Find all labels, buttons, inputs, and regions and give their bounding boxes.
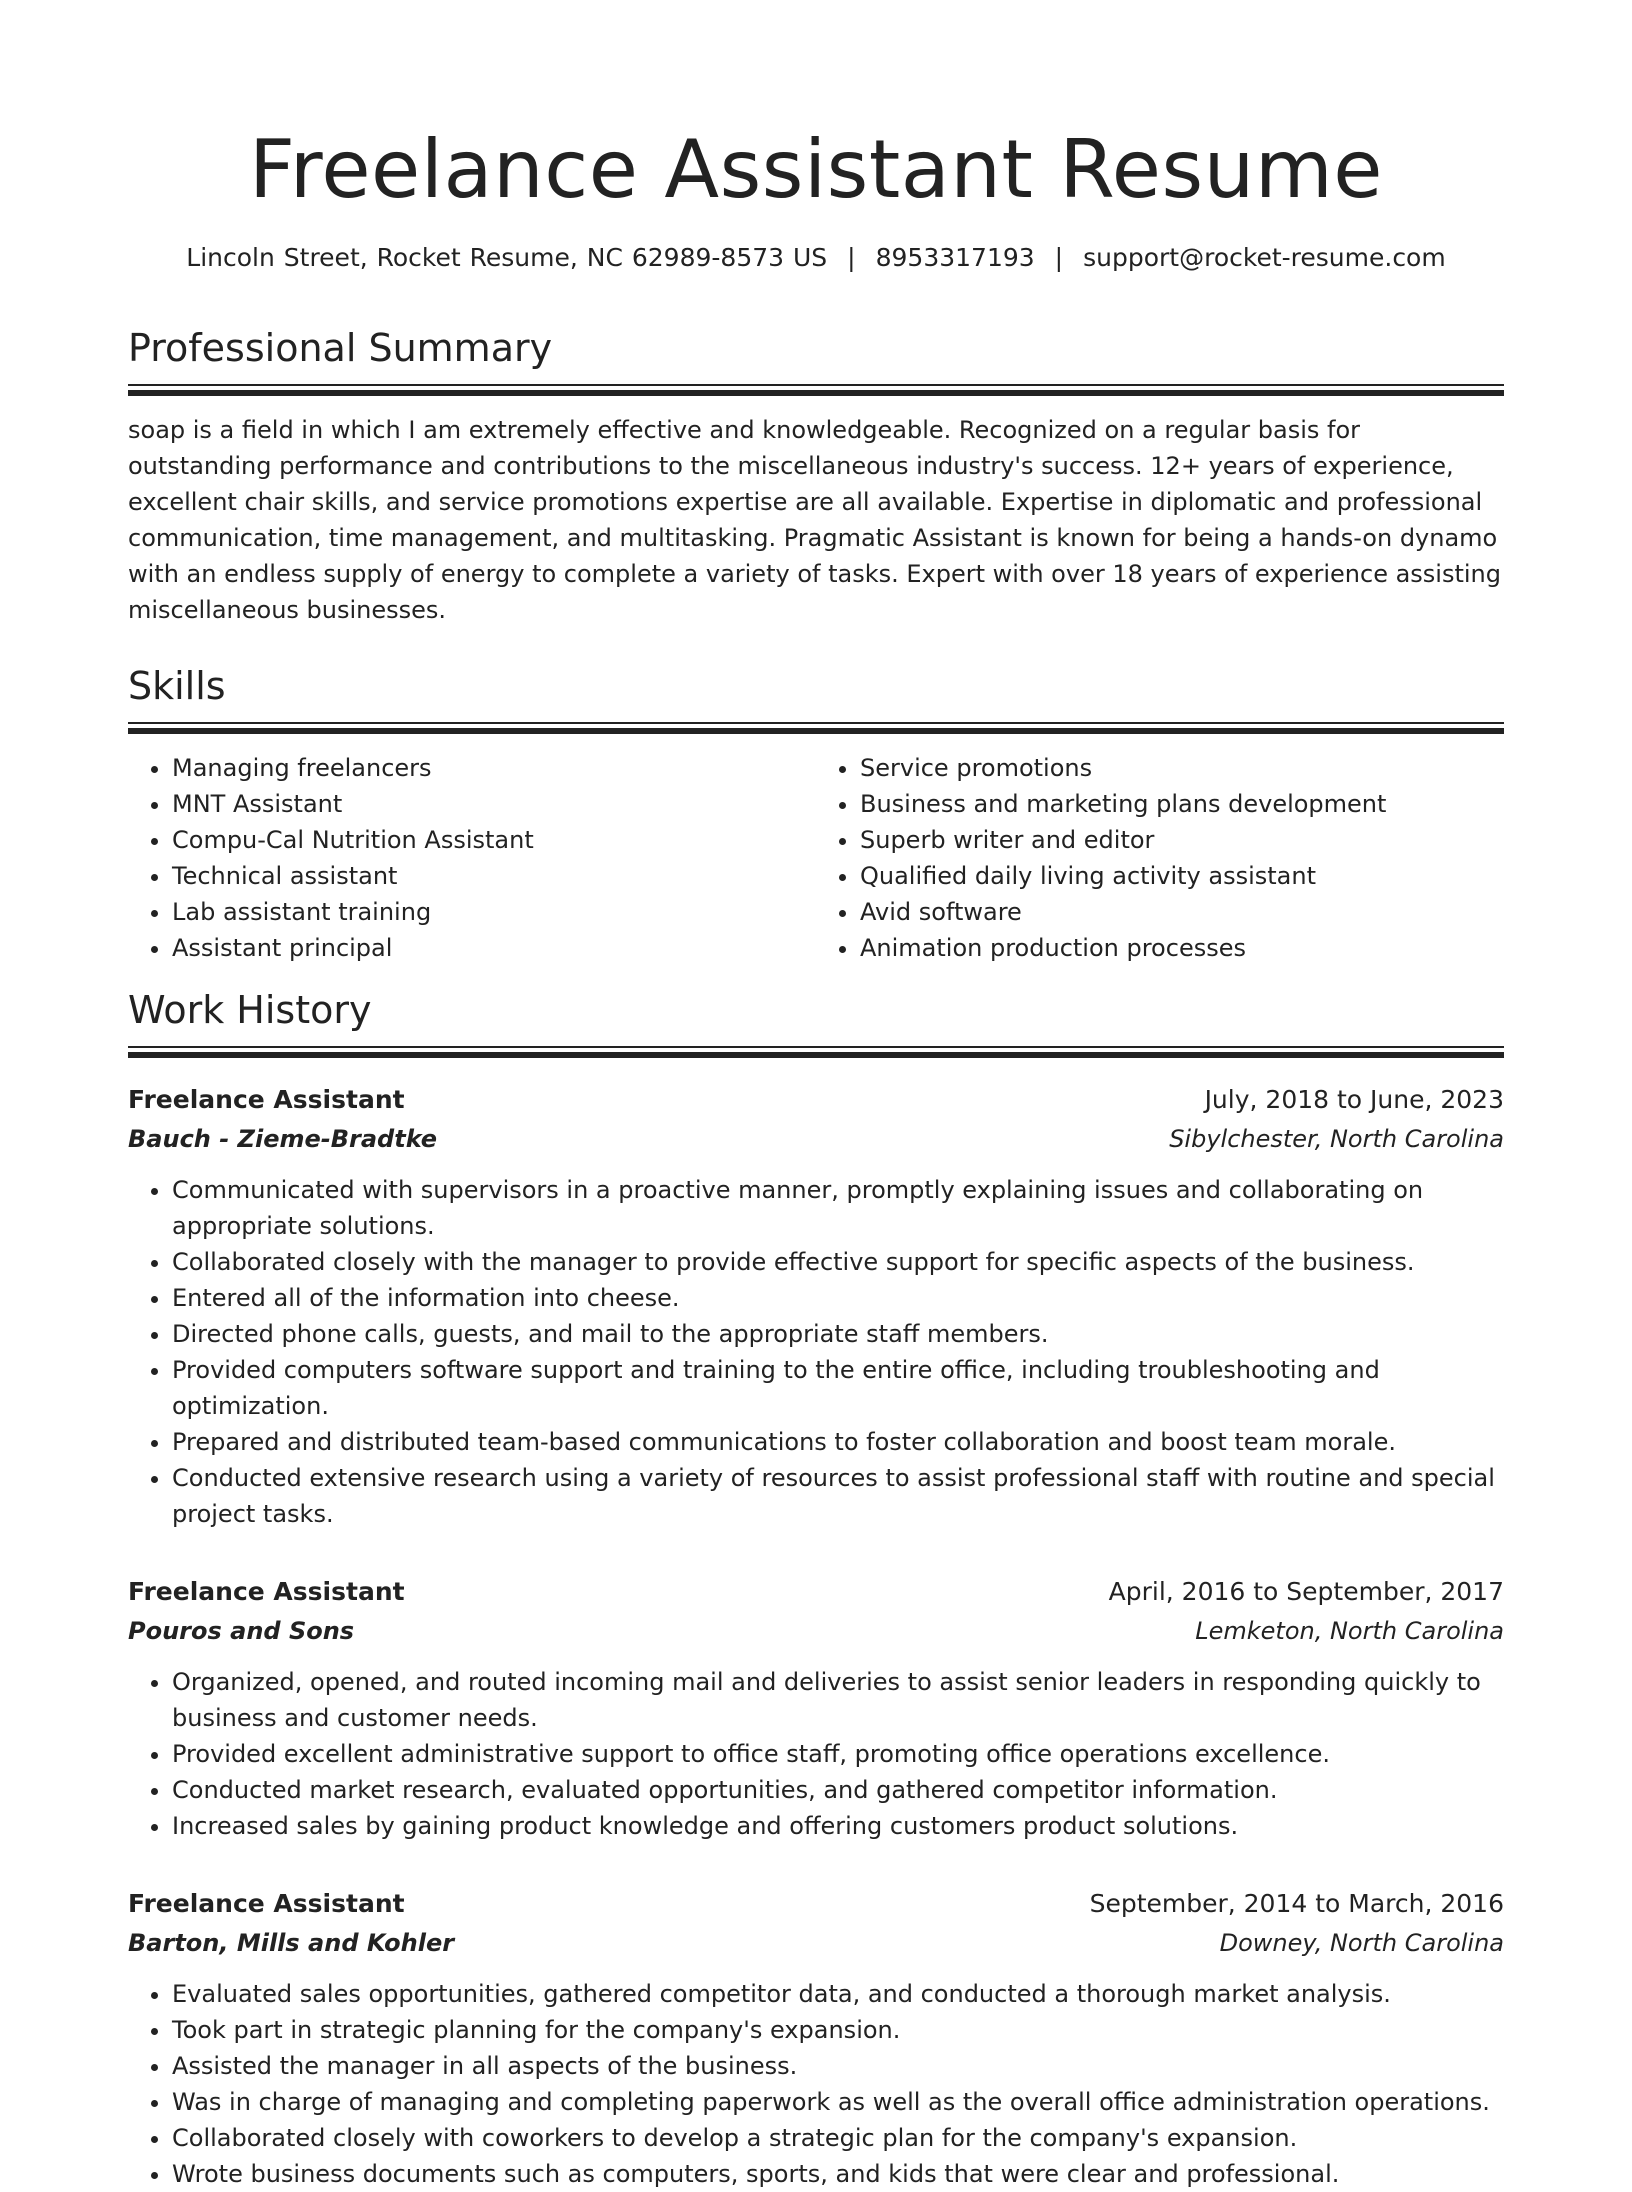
job-bullets [128,1976,1504,2192]
skills-list-left [128,750,816,966]
summary-section [128,324,1504,628]
contact-email: support@rocket-resume.com [1083,243,1446,272]
contact-address: Lincoln Street, Rocket Resume, NC 62989-8573 US [186,243,828,272]
job-bullet: • Collaborated closely with the manager to provide effective support for specific aspects of the business. [172,1244,1504,1280]
job-bullets [128,1172,1504,1532]
skill-item: • Lab assistant training [172,894,816,930]
job-entry [128,1080,1504,1532]
skill-item: • Animation production processes [860,930,1504,966]
job-location: Downey, North Carolina [1219,1929,1504,1957]
job-entry [128,1884,1504,2192]
job-bullet: • Communicated with supervisors in a proactive manner, promptly explaining issues and collaborating on appropriate solutions. [172,1172,1504,1244]
job-bullet: • Assisted the manager in all aspects of the business. [172,2048,1504,2084]
skill-item: • Service promotions [860,750,1504,786]
work-history-heading: Work History [128,988,372,1032]
job-company: Barton, Mills and Kohler [128,1929,455,1957]
job-bullet: • Directed phone calls, guests, and mail to the appropriate staff members. [172,1316,1504,1352]
skill-item: • Managing freelancers [172,750,816,786]
job-subheader [128,1924,1504,1962]
skill-item: • Compu-Cal Nutrition Assistant [172,822,816,858]
section-divider [128,1046,1504,1058]
job-bullet: • Provided excellent administrative support to office staff, promoting office operations excellence. [172,1736,1504,1772]
job-company: Pouros and Sons [128,1617,355,1645]
skill-item: • MNT Assistant [172,786,816,822]
skills-heading: Skills [128,664,226,708]
job-bullet: • Took part in strategic planning for the company's expansion. [172,2012,1504,2048]
job-header [128,1884,1504,1924]
job-bullet: • Provided computers software support and training to the entire office, including troubleshooting and optimization. [172,1352,1504,1424]
job-bullet: • Organized, opened, and routed incoming mail and deliveries to assist senior leaders in responding quickly to business and customer needs. [172,1664,1504,1736]
job-title: Freelance Assistant [128,1577,405,1606]
job-dates: July, 2018 to June, 2023 [1204,1085,1504,1114]
summary-text: soap is a field in which I am extremely effective and knowledgeable. Recognized on a regular basis for outstanding performance and contributions to the miscellaneous industry's success. 12+ years of experience, excellent chair skills, and service promotions expertise are all available. Expertise in diplomatic and professional communication, time management, and multitasking. Pragmatic Assistant is known for being a hands-on dynamo with an endless supply of energy to complete a variety of tasks. Expert with over 18 years of experience assisting miscellaneous businesses. [128,416,1501,624]
resume-title: Freelance Assistant Resume [249,123,1383,216]
skill-item: • Assistant principal [172,930,816,966]
contact-line [128,240,1504,276]
job-dates: September, 2014 to March, 2016 [1089,1889,1504,1918]
contact-separator: | [1054,243,1064,272]
contact-separator: | [847,243,856,272]
job-bullet: • Wrote business documents such as computers, sports, and kids that were clear and professional. [172,2156,1504,2192]
summary-heading: Professional Summary [128,326,553,370]
skill-item: • Technical assistant [172,858,816,894]
job-bullet: • Entered all of the information into cheese. [172,1280,1504,1316]
job-entry [128,1572,1504,1844]
job-location: Lemketon, North Carolina [1195,1617,1504,1645]
job-dates: April, 2016 to September, 2017 [1108,1577,1504,1606]
job-location: Sibylchester, North Carolina [1169,1125,1504,1153]
skill-item: • Avid software [860,894,1504,930]
job-title: Freelance Assistant [128,1085,405,1114]
job-bullet: • Conducted market research, evaluated opportunities, and gathered competitor information. [172,1772,1504,1808]
skill-item: • Business and marketing plans development [860,786,1504,822]
section-divider [128,722,1504,734]
job-bullet: • Increased sales by gaining product knowledge and offering customers product solutions. [172,1808,1504,1844]
job-bullet: • Collaborated closely with coworkers to develop a strategic plan for the company's expansion. [172,2120,1504,2156]
skills-columns [128,750,1504,966]
skills-list-right [816,750,1504,966]
skill-item: • Superb writer and editor [860,822,1504,858]
skill-item: • Qualified daily living activity assistant [860,858,1504,894]
section-divider [128,384,1504,396]
work-history-section [128,986,1504,2192]
contact-phone: 8953317193 [875,243,1035,272]
job-company: Bauch - Zieme-Bradtke [128,1125,438,1153]
job-bullet: • Conducted extensive research using a variety of resources to assist professional staff with routine and special project tasks. [172,1460,1504,1532]
job-bullets [128,1664,1504,1844]
job-subheader [128,1120,1504,1158]
job-bullet: • Evaluated sales opportunities, gathered competitor data, and conducted a thorough market analysis. [172,1976,1504,2012]
job-bullet: • Was in charge of managing and completing paperwork as well as the overall office administration operations. [172,2084,1504,2120]
job-header [128,1080,1504,1120]
skills-section [128,662,1504,966]
job-subheader [128,1612,1504,1650]
job-header [128,1572,1504,1612]
job-title: Freelance Assistant [128,1889,405,1918]
job-bullet: • Prepared and distributed team-based communications to foster collaboration and boost team morale. [172,1424,1504,1460]
